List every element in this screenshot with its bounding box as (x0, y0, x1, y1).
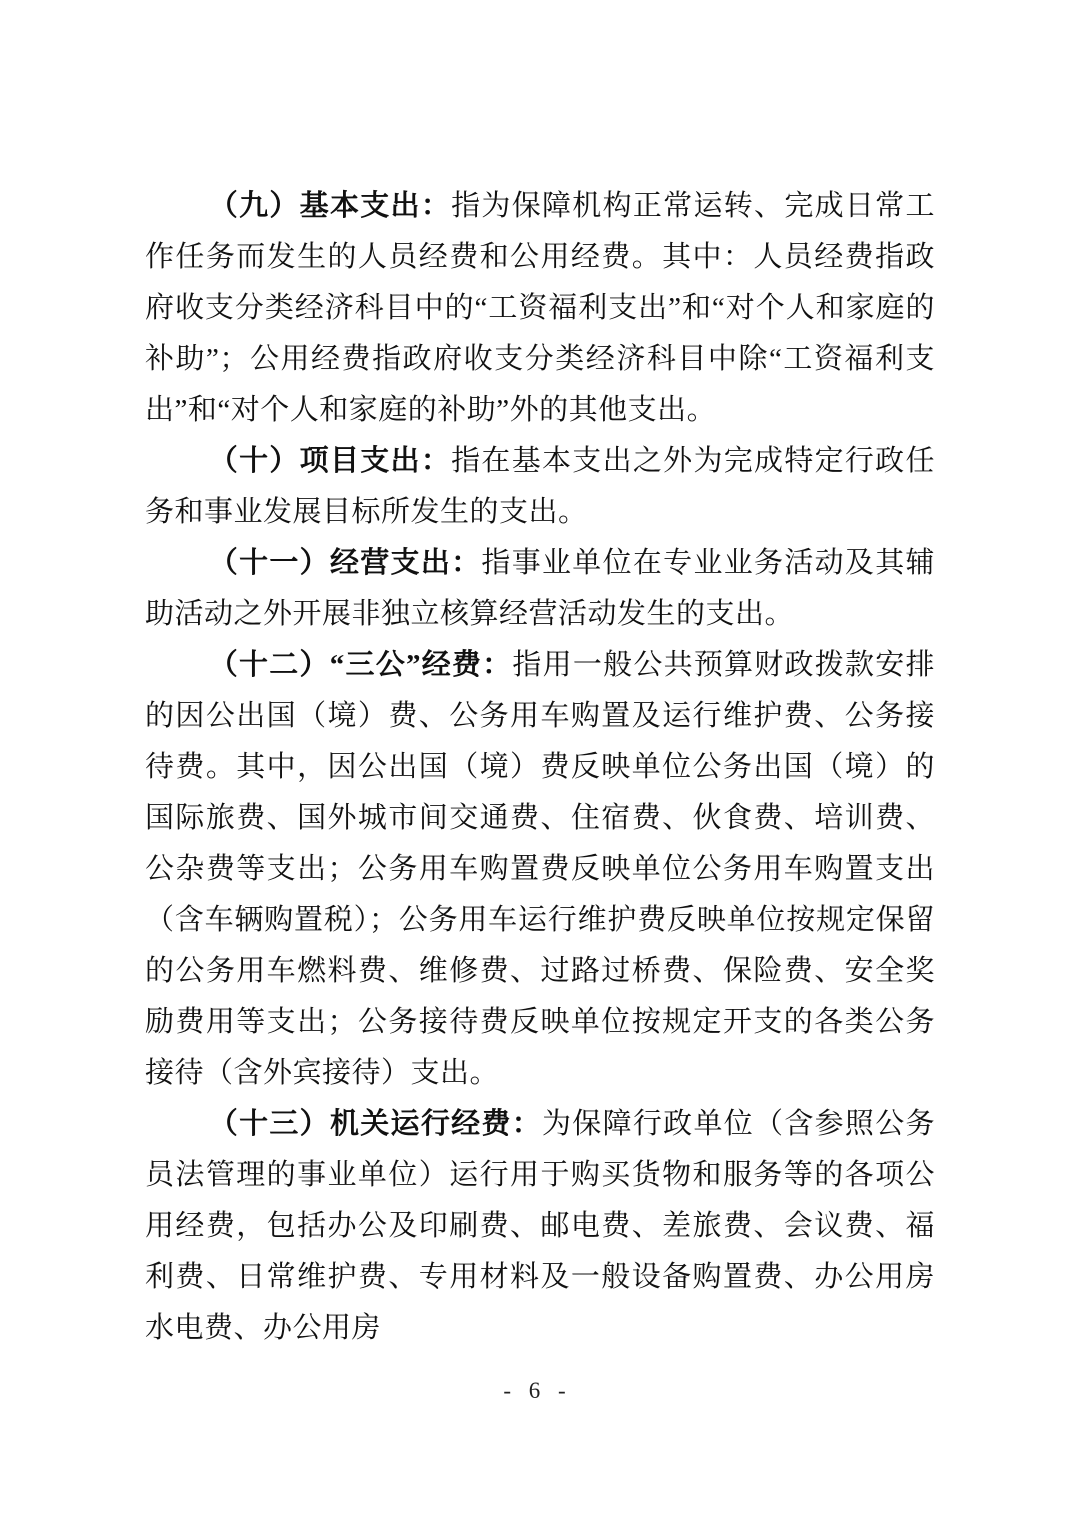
paragraph-heading: （十二）“三公”经费： (208, 649, 513, 681)
paragraph-agency-operating-funds (145, 1099, 935, 1354)
paragraph-operating-expenditure (145, 538, 935, 640)
paragraph-project-expenditure (145, 436, 935, 538)
paragraph-body: 指在基本支出之外为完成特定行政任务和事业发展目标所发生的支出。 (145, 445, 935, 528)
document-text-block (145, 181, 935, 1354)
paragraph-heading: （九）基本支出： (208, 190, 452, 222)
paragraph-heading: （十）项目支出： (208, 445, 452, 477)
paragraph-body: 为保障行政单位（含参照公务员法管理的事业单位）运行用于购买货物和服务等的各项公用经费，包括办公及印刷费、邮电费、差旅费、会议费、福利费、日常维护费、专用材料及一般设备购置费、办公用房水电费、办公用房 (145, 1108, 935, 1344)
paragraph-basic-expenditure (145, 181, 935, 436)
paragraph-body: 指为保障机构正常运转、完成日常工作任务而发生的人员经费和公用经费。其中：人员经费指政府收支分类经济科目中的“工资福利支出”和“对个人和家庭的补助”；公用经费指政府收支分类经济科目中除“工资福利支出”和“对个人和家庭的补助”外的其他支出。 (145, 190, 935, 426)
paragraph-body: 指事业单位在专业业务活动及其辅助活动之外开展非独立核算经营活动发生的支出。 (145, 547, 935, 630)
paragraph-three-public-funds (145, 640, 935, 1099)
paragraph-body: 指用一般公共预算财政拨款安排的因公出国（境）费、公务用车购置及运行维护费、公务接待费。其中，因公出国（境）费反映单位公务出国（境）的国际旅费、国外城市间交通费、住宿费、伙食费、培训费、公杂费等支出；公务用车购置费反映单位公务用车购置支出（含车辆购置税）；公务用车运行维护费反映单位按规定保留的公务用车燃料费、维修费、过路过桥费、保险费、安全奖励费用等支出；公务接待费反映单位按规定开支的各类公务接待（含外宾接待）支出。 (145, 649, 935, 1089)
page-number: - 6 - (503, 1378, 572, 1403)
page-footer (0, 1378, 1075, 1404)
paragraph-heading: （十三）机关运行经费： (208, 1108, 542, 1140)
paragraph-heading: （十一）经营支出： (208, 547, 482, 579)
